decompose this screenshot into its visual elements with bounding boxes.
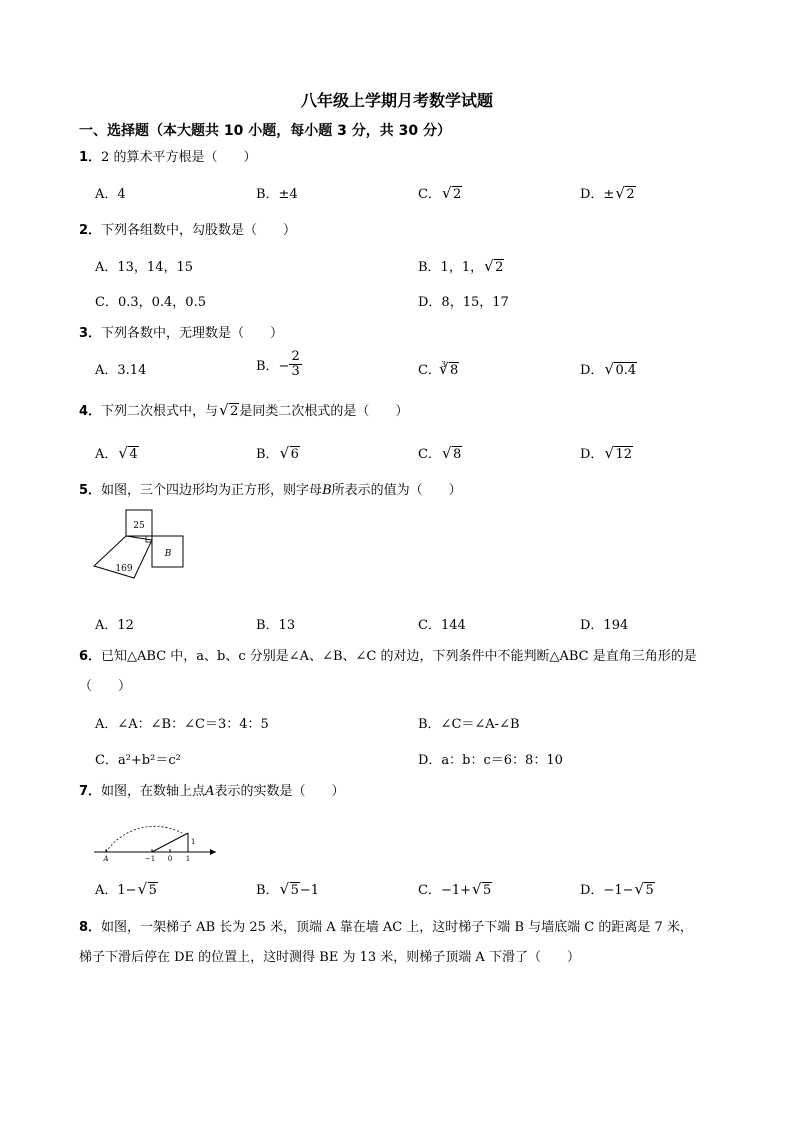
option-a: A．4	[95, 187, 126, 202]
option-d: D．−1−√ 5	[580, 879, 655, 898]
option-b: B．±4	[256, 187, 298, 202]
sqrt-expression: √ 5	[635, 883, 654, 898]
option-d: D．a：b：c＝6：8：10	[418, 753, 563, 768]
option-a: A．3.14	[95, 363, 147, 378]
label-neg1: −1	[144, 855, 156, 863]
question-number: 2．	[79, 223, 102, 238]
option-a: A．∠A：∠B：∠C＝3：4：5	[95, 717, 269, 732]
sqrt-expression: √ 5	[473, 883, 492, 898]
question-1	[79, 146, 256, 165]
question-text: 下列各组数中，勾股数是（ ）	[101, 223, 297, 238]
label-0: 0	[167, 855, 173, 863]
option-d: D．√ 12	[580, 443, 633, 462]
option-c: C．√ 8	[418, 443, 462, 462]
option-c: C．$^3$√ 8	[418, 359, 459, 378]
sqrt-expression: √ 2	[220, 404, 239, 419]
sqrt-expression: √ 4	[119, 447, 138, 462]
question-number: 5．	[79, 483, 102, 498]
number-line-figure	[90, 808, 220, 864]
section-heading: 一、选择题（本大题共 10 小题，每小题 3 分，共 30 分）	[79, 123, 451, 139]
label-169: 169	[115, 564, 133, 574]
question-4: 4．下列二次根式中，与√ 2是同类二次根式的是（ ）	[79, 400, 408, 419]
label-1: 1	[185, 855, 191, 863]
question-number: 7．	[79, 784, 102, 799]
option-d: D．±√ 2	[580, 183, 636, 202]
sqrt-expression: √ 2	[485, 260, 504, 275]
option-c: C．144	[418, 618, 466, 633]
option-b: B．∠C＝∠A-∠B	[418, 717, 520, 732]
sqrt-expression: √ 0.4	[605, 363, 637, 378]
option-d: D．8，15，17	[418, 295, 509, 310]
question-text: 2 的算术平方根是（ ）	[101, 150, 257, 165]
sqrt-expression: √ 5	[281, 883, 300, 898]
question-number: 3．	[79, 326, 102, 341]
option-a: A．13，14，15	[95, 260, 194, 275]
question-8	[79, 916, 693, 935]
option-b: B．√ 6	[256, 443, 300, 462]
option-c: C．√ 2	[418, 183, 462, 202]
option-d: D．√ 0.4	[580, 359, 637, 378]
question-2	[79, 219, 296, 238]
option-b: B．1，1，√ 2	[418, 256, 504, 275]
squares-figure	[90, 508, 190, 600]
question-number: 8．	[79, 920, 102, 935]
sqrt-expression: √ 12	[605, 447, 633, 462]
question-7: 7．如图，在数轴上点A表示的实数是（ ）	[79, 784, 345, 799]
option-a: A．√ 4	[95, 443, 139, 462]
sqrt-expression: √ 6	[281, 447, 300, 462]
fraction: $\frac{2}{3}$	[291, 349, 300, 379]
option-b: B．− $\frac{2}{3}$	[256, 349, 300, 379]
sqrt-expression: √ 2	[616, 187, 635, 202]
question-text: 下列各数中，无理数是（ ）	[101, 326, 284, 341]
question-5: 5．如图，三个四边形均为正方形，则字母B所表示的值为（ ）	[79, 483, 462, 498]
question-3	[79, 322, 283, 341]
label-25: 25	[133, 521, 145, 531]
page-title: 八年级上学期月考数学试题	[300, 91, 493, 110]
question-number: 4．	[79, 404, 102, 419]
label-a: A	[103, 855, 109, 863]
label-b: B	[164, 549, 172, 559]
option-a: A．1−√ 5	[95, 879, 158, 898]
question-number: 1．	[79, 150, 102, 165]
question-text: 如图，一架梯子 AB 长为 25 米，顶端 A 靠在墙 AC 上，这时梯子下端 B 与墙底端 C 的距离是 7 米，	[101, 920, 693, 935]
sqrt-expression: √ 8	[443, 447, 462, 462]
option-c: C．−1+√ 5	[418, 879, 492, 898]
option-b: B．13	[256, 618, 296, 633]
option-d: D．194	[580, 618, 629, 633]
question-6	[79, 645, 697, 664]
sqrt-expression: √ 5	[139, 883, 158, 898]
question-6-paren: （ ）	[79, 679, 132, 694]
label-height-1: 1	[191, 838, 196, 846]
question-text: 已知△ABC 中，a、b、c 分别是∠A、∠B、∠C 的对边，下列条件中不能判断△ABC 是直角三角形的是	[101, 649, 697, 664]
question-number: 6．	[79, 649, 102, 664]
option-b: B．√ 5−1	[256, 879, 319, 898]
sqrt-expression: √ 2	[443, 187, 462, 202]
option-c: C．0.3，0.4，0.5	[95, 295, 206, 310]
question-8-line2: 梯子下滑后停在 DE 的位置上，这时测得 BE 为 13 米，则梯子顶端 A 下滑了（ ）	[79, 950, 580, 965]
option-a: A．12	[95, 618, 134, 633]
option-c: C．a²+b²＝c²	[95, 753, 181, 768]
cube-root-expression: √ 8	[440, 363, 459, 378]
